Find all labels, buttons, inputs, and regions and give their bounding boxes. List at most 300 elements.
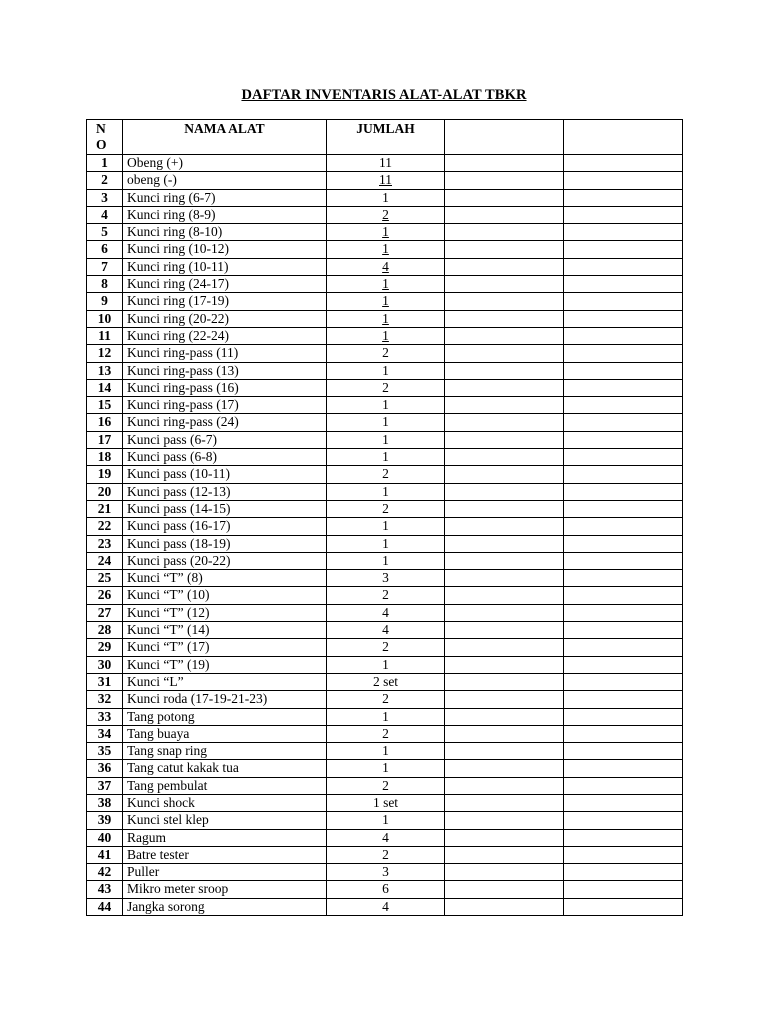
table-row bbox=[87, 864, 683, 881]
tool-name: Batre tester bbox=[123, 846, 327, 863]
table-row bbox=[87, 708, 683, 725]
tool-quantity-cell bbox=[327, 794, 445, 811]
tool-quantity: 1 bbox=[382, 293, 389, 309]
tool-name: Kunci “L” bbox=[123, 673, 327, 690]
tool-name: Tang potong bbox=[123, 708, 327, 725]
empty-cell bbox=[564, 864, 683, 881]
table-header-row bbox=[87, 120, 683, 155]
tool-quantity-cell bbox=[327, 812, 445, 829]
row-number: 20 bbox=[87, 483, 123, 500]
tool-quantity: 1 bbox=[382, 708, 389, 724]
row-number: 37 bbox=[87, 777, 123, 794]
tool-quantity-cell bbox=[327, 258, 445, 275]
row-number: 38 bbox=[87, 794, 123, 811]
empty-cell bbox=[564, 500, 683, 517]
tool-name: Kunci pass (6-7) bbox=[123, 431, 327, 448]
tool-quantity: 4 bbox=[382, 829, 389, 845]
empty-cell bbox=[564, 570, 683, 587]
table-row bbox=[87, 414, 683, 431]
tool-quantity-cell bbox=[327, 172, 445, 189]
tool-quantity-cell bbox=[327, 518, 445, 535]
empty-cell bbox=[564, 258, 683, 275]
tool-name: Kunci “T” (14) bbox=[123, 622, 327, 639]
row-number: 23 bbox=[87, 535, 123, 552]
tool-quantity: 6 bbox=[382, 881, 389, 897]
tool-name: Kunci stel klep bbox=[123, 812, 327, 829]
row-number: 40 bbox=[87, 829, 123, 846]
empty-cell bbox=[564, 466, 683, 483]
tool-name: Kunci pass (6-8) bbox=[123, 449, 327, 466]
row-number: 12 bbox=[87, 345, 123, 362]
empty-cell bbox=[445, 293, 564, 310]
empty-cell bbox=[564, 327, 683, 344]
tool-quantity: 1 bbox=[382, 224, 389, 240]
tool-quantity-cell bbox=[327, 743, 445, 760]
tool-quantity-cell bbox=[327, 673, 445, 690]
tool-name: Kunci ring (6-7) bbox=[123, 189, 327, 206]
empty-cell bbox=[445, 466, 564, 483]
table-row bbox=[87, 449, 683, 466]
row-number: 15 bbox=[87, 397, 123, 414]
empty-cell bbox=[564, 846, 683, 863]
table-row bbox=[87, 189, 683, 206]
tool-quantity-cell bbox=[327, 449, 445, 466]
tool-quantity-cell bbox=[327, 293, 445, 310]
row-number: 39 bbox=[87, 812, 123, 829]
tool-quantity: 1 bbox=[382, 812, 389, 828]
tool-quantity: 1 bbox=[382, 449, 389, 465]
table-row bbox=[87, 725, 683, 742]
tool-name: Kunci pass (14-15) bbox=[123, 500, 327, 517]
row-number: 31 bbox=[87, 673, 123, 690]
empty-cell bbox=[564, 155, 683, 172]
tool-quantity-cell bbox=[327, 345, 445, 362]
table-row bbox=[87, 604, 683, 621]
inventory-table bbox=[86, 119, 683, 916]
empty-cell bbox=[445, 327, 564, 344]
row-number: 10 bbox=[87, 310, 123, 327]
empty-cell bbox=[445, 310, 564, 327]
row-number: 14 bbox=[87, 379, 123, 396]
tool-quantity: 1 bbox=[382, 483, 389, 499]
tool-quantity: 1 bbox=[382, 431, 389, 447]
row-number: 41 bbox=[87, 846, 123, 863]
tool-quantity: 4 bbox=[382, 898, 389, 914]
tool-quantity: 1 bbox=[382, 241, 389, 257]
empty-cell bbox=[564, 691, 683, 708]
empty-cell bbox=[445, 725, 564, 742]
table-row bbox=[87, 345, 683, 362]
empty-cell bbox=[564, 414, 683, 431]
row-number: 42 bbox=[87, 864, 123, 881]
tool-quantity: 2 bbox=[382, 466, 389, 482]
tool-quantity-cell bbox=[327, 622, 445, 639]
row-number: 1 bbox=[87, 155, 123, 172]
tool-quantity: 2 bbox=[382, 379, 389, 395]
table-row bbox=[87, 760, 683, 777]
tool-quantity-cell bbox=[327, 241, 445, 258]
tool-quantity: 1 set bbox=[372, 794, 399, 810]
tool-quantity-cell bbox=[327, 846, 445, 863]
tool-quantity-cell bbox=[327, 760, 445, 777]
empty-cell bbox=[564, 518, 683, 535]
tool-name: Kunci ring (8-10) bbox=[123, 224, 327, 241]
row-number: 11 bbox=[87, 327, 123, 344]
tool-quantity-cell bbox=[327, 777, 445, 794]
empty-cell bbox=[445, 864, 564, 881]
tool-quantity-cell bbox=[327, 639, 445, 656]
tool-name: Kunci ring-pass (13) bbox=[123, 362, 327, 379]
empty-cell bbox=[564, 587, 683, 604]
row-number: 36 bbox=[87, 760, 123, 777]
table-row bbox=[87, 673, 683, 690]
table-row bbox=[87, 397, 683, 414]
empty-cell bbox=[445, 345, 564, 362]
tool-name: obeng (-) bbox=[123, 172, 327, 189]
tool-quantity-cell bbox=[327, 656, 445, 673]
tool-quantity-cell bbox=[327, 155, 445, 172]
empty-cell bbox=[564, 362, 683, 379]
row-number: 21 bbox=[87, 500, 123, 517]
empty-cell bbox=[445, 622, 564, 639]
tool-quantity-cell bbox=[327, 483, 445, 500]
empty-cell bbox=[564, 449, 683, 466]
tool-name: Tang catut kakak tua bbox=[123, 760, 327, 777]
empty-cell bbox=[564, 673, 683, 690]
empty-cell bbox=[445, 241, 564, 258]
empty-cell bbox=[445, 743, 564, 760]
tool-quantity-cell bbox=[327, 466, 445, 483]
row-number: 2 bbox=[87, 172, 123, 189]
tool-quantity-cell bbox=[327, 327, 445, 344]
table-row bbox=[87, 500, 683, 517]
empty-cell bbox=[445, 552, 564, 569]
tool-quantity-cell bbox=[327, 898, 445, 915]
empty-cell bbox=[564, 552, 683, 569]
tool-quantity: 1 bbox=[382, 743, 389, 759]
empty-cell bbox=[445, 206, 564, 223]
table-row bbox=[87, 327, 683, 344]
table-row bbox=[87, 812, 683, 829]
empty-cell bbox=[445, 189, 564, 206]
empty-cell bbox=[564, 431, 683, 448]
header-name: NAMA ALAT bbox=[123, 120, 327, 155]
empty-cell bbox=[564, 345, 683, 362]
tool-quantity: 2 bbox=[382, 777, 389, 793]
row-number: 24 bbox=[87, 552, 123, 569]
tool-quantity: 1 bbox=[382, 656, 389, 672]
tool-quantity-cell bbox=[327, 362, 445, 379]
table-row bbox=[87, 881, 683, 898]
tool-name: Kunci shock bbox=[123, 794, 327, 811]
tool-quantity: 1 bbox=[382, 760, 389, 776]
row-number: 3 bbox=[87, 189, 123, 206]
tool-name: Kunci ring (20-22) bbox=[123, 310, 327, 327]
tool-quantity-cell bbox=[327, 397, 445, 414]
tool-name: Mikro meter sroop bbox=[123, 881, 327, 898]
table-row bbox=[87, 431, 683, 448]
empty-cell bbox=[445, 431, 564, 448]
tool-name: Kunci ring (24-17) bbox=[123, 276, 327, 293]
header-extra-2 bbox=[564, 120, 683, 155]
tool-name: Kunci pass (10-11) bbox=[123, 466, 327, 483]
empty-cell bbox=[564, 656, 683, 673]
empty-cell bbox=[445, 639, 564, 656]
tool-name: Kunci pass (16-17) bbox=[123, 518, 327, 535]
empty-cell bbox=[445, 604, 564, 621]
tool-quantity: 11 bbox=[379, 155, 392, 170]
tool-name: Kunci ring (8-9) bbox=[123, 206, 327, 223]
tool-name: Kunci ring (17-19) bbox=[123, 293, 327, 310]
tool-quantity-cell bbox=[327, 691, 445, 708]
empty-cell bbox=[564, 206, 683, 223]
table-body bbox=[87, 155, 683, 916]
tool-quantity: 1 bbox=[382, 535, 389, 551]
row-number: 22 bbox=[87, 518, 123, 535]
tool-quantity: 1 bbox=[382, 327, 389, 343]
empty-cell bbox=[445, 570, 564, 587]
tool-name: Kunci “T” (10) bbox=[123, 587, 327, 604]
tool-quantity: 4 bbox=[382, 622, 389, 638]
table-row bbox=[87, 846, 683, 863]
tool-quantity-cell bbox=[327, 379, 445, 396]
tool-quantity: 2 bbox=[382, 725, 389, 741]
tool-name: Kunci “T” (8) bbox=[123, 570, 327, 587]
tool-name: Kunci “T” (12) bbox=[123, 604, 327, 621]
tool-name: Kunci ring (10-11) bbox=[123, 258, 327, 275]
empty-cell bbox=[564, 189, 683, 206]
tool-name: Kunci ring-pass (11) bbox=[123, 345, 327, 362]
tool-quantity: 1 bbox=[382, 414, 389, 430]
tool-quantity: 1 bbox=[382, 362, 389, 378]
empty-cell bbox=[564, 881, 683, 898]
row-number: 19 bbox=[87, 466, 123, 483]
empty-cell bbox=[564, 760, 683, 777]
tool-quantity: 1 bbox=[382, 310, 389, 326]
tool-name: Jangka sorong bbox=[123, 898, 327, 915]
tool-quantity-cell bbox=[327, 587, 445, 604]
empty-cell bbox=[445, 898, 564, 915]
empty-cell bbox=[564, 622, 683, 639]
tool-name: Puller bbox=[123, 864, 327, 881]
row-number: 30 bbox=[87, 656, 123, 673]
empty-cell bbox=[564, 241, 683, 258]
tool-quantity: 1 bbox=[382, 276, 389, 292]
tool-quantity-cell bbox=[327, 881, 445, 898]
empty-cell bbox=[564, 898, 683, 915]
empty-cell bbox=[564, 276, 683, 293]
empty-cell bbox=[564, 708, 683, 725]
empty-cell bbox=[445, 708, 564, 725]
tool-quantity-cell bbox=[327, 500, 445, 517]
table-row bbox=[87, 155, 683, 172]
table-row bbox=[87, 743, 683, 760]
tool-name: Tang buaya bbox=[123, 725, 327, 742]
row-number: 29 bbox=[87, 639, 123, 656]
header-extra-1 bbox=[445, 120, 564, 155]
tool-quantity: 2 bbox=[382, 206, 389, 222]
tool-quantity: 2 bbox=[382, 846, 389, 862]
tool-name: Kunci ring-pass (24) bbox=[123, 414, 327, 431]
empty-cell bbox=[445, 656, 564, 673]
empty-cell bbox=[445, 673, 564, 690]
tool-quantity: 1 bbox=[382, 397, 389, 413]
tool-quantity-cell bbox=[327, 206, 445, 223]
empty-cell bbox=[445, 829, 564, 846]
tool-quantity-cell bbox=[327, 570, 445, 587]
empty-cell bbox=[564, 379, 683, 396]
empty-cell bbox=[445, 691, 564, 708]
tool-quantity-cell bbox=[327, 725, 445, 742]
table-row bbox=[87, 172, 683, 189]
tool-quantity: 2 set bbox=[372, 673, 399, 689]
empty-cell bbox=[564, 535, 683, 552]
table-row bbox=[87, 898, 683, 915]
table-row bbox=[87, 518, 683, 535]
tool-quantity: 1 bbox=[382, 518, 389, 534]
tool-quantity: 4 bbox=[382, 258, 389, 274]
table-row bbox=[87, 310, 683, 327]
empty-cell bbox=[445, 483, 564, 500]
empty-cell bbox=[564, 172, 683, 189]
empty-cell bbox=[564, 310, 683, 327]
tool-name: Kunci ring (10-12) bbox=[123, 241, 327, 258]
empty-cell bbox=[564, 224, 683, 241]
table-row bbox=[87, 777, 683, 794]
tool-quantity-cell bbox=[327, 535, 445, 552]
row-number: 6 bbox=[87, 241, 123, 258]
table-row bbox=[87, 535, 683, 552]
tool-name: Tang snap ring bbox=[123, 743, 327, 760]
row-number: 25 bbox=[87, 570, 123, 587]
tool-name: Kunci ring-pass (16) bbox=[123, 379, 327, 396]
tool-quantity-cell bbox=[327, 431, 445, 448]
empty-cell bbox=[445, 258, 564, 275]
empty-cell bbox=[445, 276, 564, 293]
row-number: 16 bbox=[87, 414, 123, 431]
header-qty: JUMLAH bbox=[327, 120, 445, 155]
tool-quantity: 2 bbox=[382, 639, 389, 655]
empty-cell bbox=[564, 604, 683, 621]
row-number: 44 bbox=[87, 898, 123, 915]
table-row bbox=[87, 293, 683, 310]
empty-cell bbox=[564, 293, 683, 310]
row-number: 32 bbox=[87, 691, 123, 708]
row-number: 28 bbox=[87, 622, 123, 639]
row-number: 13 bbox=[87, 362, 123, 379]
empty-cell bbox=[445, 777, 564, 794]
row-number: 43 bbox=[87, 881, 123, 898]
row-number: 26 bbox=[87, 587, 123, 604]
tool-name: Kunci “T” (17) bbox=[123, 639, 327, 656]
tool-name: Kunci pass (12-13) bbox=[123, 483, 327, 500]
document-title: DAFTAR INVENTARIS ALAT-ALAT TBKR bbox=[241, 87, 527, 103]
table-row bbox=[87, 639, 683, 656]
tool-quantity-cell bbox=[327, 552, 445, 569]
tool-quantity: 3 bbox=[382, 864, 389, 880]
empty-cell bbox=[445, 224, 564, 241]
tool-quantity: 1 bbox=[382, 552, 389, 568]
tool-quantity: 2 bbox=[382, 587, 389, 603]
table-row bbox=[87, 276, 683, 293]
tool-quantity-cell bbox=[327, 276, 445, 293]
table-row bbox=[87, 552, 683, 569]
empty-cell bbox=[564, 639, 683, 656]
tool-quantity-cell bbox=[327, 708, 445, 725]
table-row bbox=[87, 483, 683, 500]
tool-quantity-cell bbox=[327, 189, 445, 206]
tool-name: Ragum bbox=[123, 829, 327, 846]
row-number: 18 bbox=[87, 449, 123, 466]
empty-cell bbox=[445, 449, 564, 466]
table-row bbox=[87, 379, 683, 396]
tool-name: Tang pembulat bbox=[123, 777, 327, 794]
table-row bbox=[87, 829, 683, 846]
empty-cell bbox=[445, 794, 564, 811]
tool-quantity: 3 bbox=[382, 570, 389, 586]
tool-quantity: 4 bbox=[382, 604, 389, 620]
empty-cell bbox=[564, 397, 683, 414]
tool-quantity-cell bbox=[327, 829, 445, 846]
row-number: 9 bbox=[87, 293, 123, 310]
table-row bbox=[87, 691, 683, 708]
tool-name: Kunci pass (18-19) bbox=[123, 535, 327, 552]
table-row bbox=[87, 224, 683, 241]
tool-quantity-cell bbox=[327, 604, 445, 621]
tool-quantity-cell bbox=[327, 224, 445, 241]
empty-cell bbox=[564, 725, 683, 742]
tool-name: Kunci roda (17-19-21-23) bbox=[123, 691, 327, 708]
tool-name: Kunci pass (20-22) bbox=[123, 552, 327, 569]
empty-cell bbox=[445, 881, 564, 898]
table-row bbox=[87, 570, 683, 587]
tool-quantity-cell bbox=[327, 864, 445, 881]
empty-cell bbox=[445, 155, 564, 172]
empty-cell bbox=[564, 829, 683, 846]
tool-quantity: 2 bbox=[382, 691, 389, 707]
empty-cell bbox=[445, 760, 564, 777]
tool-quantity: 1 bbox=[382, 189, 389, 205]
tool-quantity-cell bbox=[327, 414, 445, 431]
empty-cell bbox=[564, 794, 683, 811]
table-row bbox=[87, 258, 683, 275]
empty-cell bbox=[445, 812, 564, 829]
tool-name: Kunci ring-pass (17) bbox=[123, 397, 327, 414]
table-row bbox=[87, 622, 683, 639]
empty-cell bbox=[445, 172, 564, 189]
empty-cell bbox=[564, 777, 683, 794]
row-number: 27 bbox=[87, 604, 123, 621]
table-row bbox=[87, 241, 683, 258]
row-number: 17 bbox=[87, 431, 123, 448]
header-no: NO bbox=[87, 120, 123, 155]
tool-name: Kunci “T” (19) bbox=[123, 656, 327, 673]
row-number: 4 bbox=[87, 206, 123, 223]
empty-cell bbox=[445, 414, 564, 431]
tool-quantity: 2 bbox=[382, 500, 389, 516]
row-number: 7 bbox=[87, 258, 123, 275]
row-number: 34 bbox=[87, 725, 123, 742]
table-row bbox=[87, 466, 683, 483]
empty-cell bbox=[445, 362, 564, 379]
empty-cell bbox=[445, 500, 564, 517]
tool-quantity: 2 bbox=[382, 345, 389, 361]
table-row bbox=[87, 794, 683, 811]
empty-cell bbox=[445, 846, 564, 863]
row-number: 8 bbox=[87, 276, 123, 293]
empty-cell bbox=[564, 483, 683, 500]
empty-cell bbox=[445, 397, 564, 414]
